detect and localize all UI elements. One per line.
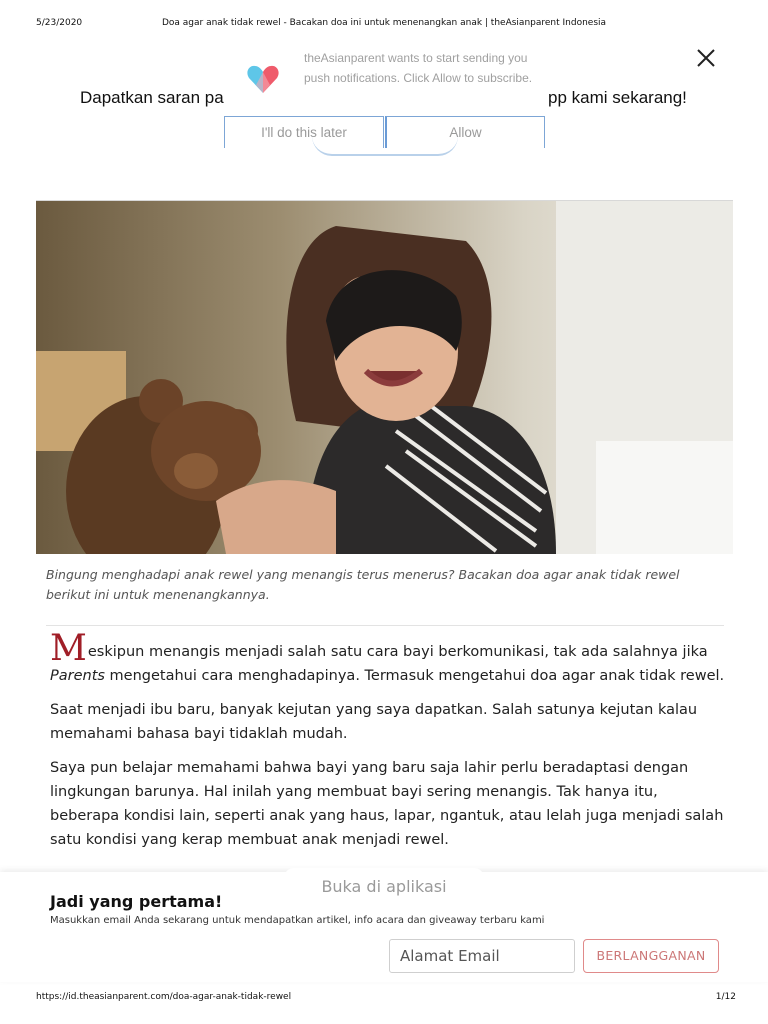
paragraph-text: mengetahui cara menghadapinya. Termasuk mengetahui doa agar anak tidak rewel. xyxy=(104,668,725,684)
print-date: 5/23/2020 xyxy=(36,18,83,28)
banner-text-right: pp kami sekarang! xyxy=(548,88,687,107)
drop-cap: M xyxy=(50,628,87,669)
close-icon[interactable] xyxy=(694,46,718,70)
article-body xyxy=(50,628,730,862)
emphasis-parents: Parents xyxy=(50,668,105,684)
push-notification-prompt xyxy=(224,44,546,148)
open-in-app-button[interactable]: Buka di aplikasi xyxy=(284,868,484,902)
subscribe-title: Jadi yang pertama! xyxy=(50,892,223,911)
print-title: Doa agar anak tidak rewel - Bacakan doa ini untuk menenangkan anak | theAsianparent Indonesia xyxy=(161,18,607,28)
print-page-number: 1/12 xyxy=(715,992,736,1002)
subscribe-bar xyxy=(0,872,768,982)
later-button[interactable]: I'll do this later xyxy=(224,116,384,148)
hero-image xyxy=(36,201,733,554)
paragraph xyxy=(50,628,730,688)
notification-underline xyxy=(312,136,458,156)
print-url: https://id.theasianparent.com/doa-agar-anak-tidak-rewel xyxy=(36,992,292,1002)
heart-logo-icon xyxy=(246,62,280,96)
allow-button[interactable]: Allow xyxy=(385,116,545,148)
email-field[interactable] xyxy=(389,939,575,973)
paragraph: Saya pun belajar memahami bahwa bayi yang baru saja lahir perlu beradaptasi dengan lingkungan barunya. Hal inilah yang membuat bayi sering menangis. Tak hanya itu, beberapa kondisi lain, seperti anak yang haus, lapar, ngantuk, atau lelah juga menjadi salah satu kondisi yang kerap membuat anak menjadi rewel. xyxy=(50,760,724,848)
notification-message: theAsianparent wants to start sending you push notifications. Click Allow to subscribe. xyxy=(304,51,533,85)
subscribe-button[interactable]: BERLANGGANAN xyxy=(583,939,719,973)
banner-text-left: Dapatkan saran pa xyxy=(80,88,224,107)
paragraph-text: eskipun menangis menjadi salah satu cara bayi berkomunikasi, tak ada salahnya jika xyxy=(87,644,708,660)
print-header xyxy=(0,18,768,32)
image-caption: Bingung menghadapi anak rewel yang menangis terus menerus? Bacakan doa agar anak tidak rewel berikut ini untuk menenangkannya. xyxy=(46,567,680,602)
divider xyxy=(46,625,724,626)
paragraph: Saat menjadi ibu baru, banyak kejutan yang saya dapatkan. Salah satunya kejutan kalau memahami bahasa bayi tidaklah mudah. xyxy=(50,702,698,742)
subscribe-description: Masukkan email Anda sekarang untuk mendapatkan artikel, info acara dan giveaway terbaru kami xyxy=(50,915,545,926)
